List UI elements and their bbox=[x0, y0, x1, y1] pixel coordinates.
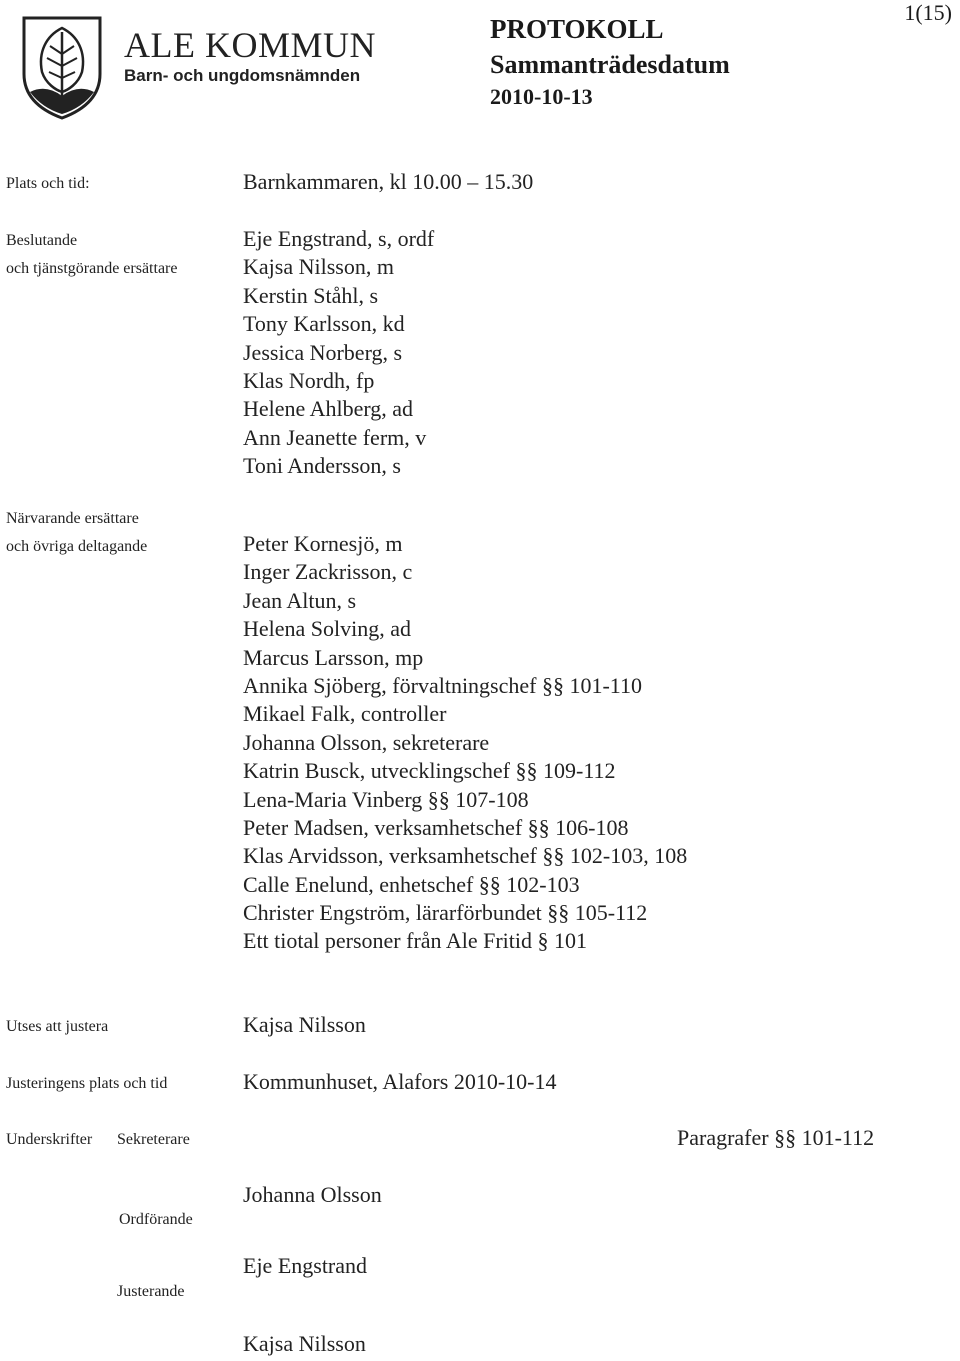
list-item: Christer Engström, lärarförbundet §§ 105-112 bbox=[243, 900, 648, 926]
justerande-label: Justerande bbox=[117, 1283, 185, 1300]
list-item: Jessica Norberg, s bbox=[243, 339, 403, 365]
list-item: Eje Engstrand, s, ordf bbox=[243, 226, 435, 251]
list-item: Mikael Falk, controller bbox=[243, 701, 447, 727]
beslutande-list bbox=[243, 225, 434, 481]
document-title: PROTOKOLL bbox=[490, 14, 664, 44]
sekreterare-label: Sekreterare bbox=[117, 1131, 190, 1148]
narvarande-list bbox=[243, 530, 687, 956]
meeting-date: 2010-10-13 bbox=[490, 84, 593, 109]
justerande-name: Kajsa Nilsson bbox=[243, 1331, 366, 1356]
list-item: Ett tiotal personer från Ale Fritid § 101 bbox=[243, 928, 587, 954]
justeringens-label: Justeringens plats och tid bbox=[6, 1075, 168, 1092]
narvarande-label bbox=[6, 505, 147, 561]
narvarande-label-line-2: och övriga deltagande bbox=[6, 538, 148, 555]
narvarande-label-line-1: Närvarande ersättare bbox=[6, 510, 139, 527]
list-item: Helene Ahlberg, ad bbox=[243, 396, 414, 422]
list-item: Katrin Busck, utvecklingschef §§ 109-112 bbox=[243, 758, 616, 784]
list-item: Helena Solving, ad bbox=[243, 616, 412, 642]
list-item: Peter Kornesjö, m bbox=[243, 531, 403, 556]
list-item: Klas Nordh, fp bbox=[243, 367, 375, 393]
municipal-shield-leaf-icon bbox=[20, 14, 104, 122]
page-number: 1(15) bbox=[904, 0, 952, 25]
list-item: Peter Madsen, verksamhetschef §§ 106-108 bbox=[243, 814, 629, 840]
justeringens-value: Kommunhuset, Alafors 2010-10-14 bbox=[243, 1069, 557, 1094]
sekreterare-name: Johanna Olsson bbox=[243, 1182, 382, 1207]
beslutande-label bbox=[6, 227, 177, 283]
organization-name: ALE KOMMUN bbox=[124, 25, 376, 65]
list-item: Marcus Larsson, mp bbox=[243, 644, 424, 670]
list-item: Kajsa Nilsson, m bbox=[243, 254, 394, 280]
list-item: Ann Jeanette ferm, v bbox=[243, 424, 427, 450]
list-item: Annika Sjöberg, förvaltningschef §§ 101-110 bbox=[243, 672, 642, 698]
list-item: Lena-Maria Vinberg §§ 107-108 bbox=[243, 786, 529, 812]
list-item: Johanna Olsson, sekreterare bbox=[243, 729, 490, 755]
paragrafer-value: Paragrafer §§ 101-112 bbox=[677, 1125, 875, 1150]
list-item: Jean Altun, s bbox=[243, 587, 357, 613]
beslutande-label-line-2: och tjänstgörande ersättare bbox=[6, 260, 178, 277]
list-item: Klas Arvidsson, verksamhetschef §§ 102-103, 108 bbox=[243, 843, 688, 869]
ordforande-name: Eje Engstrand bbox=[243, 1253, 368, 1278]
beslutande-label-line-1: Beslutande bbox=[6, 232, 78, 249]
ordforande-label: Ordförande bbox=[119, 1211, 193, 1228]
underskrifter-label: Underskrifter bbox=[6, 1131, 93, 1148]
list-item: Kerstin Ståhl, s bbox=[243, 282, 379, 308]
list-item: Inger Zackrisson, c bbox=[243, 559, 413, 585]
list-item: Tony Karlsson, kd bbox=[243, 311, 405, 337]
plats-value: Barnkammaren, kl 10.00 – 15.30 bbox=[243, 169, 534, 194]
justera-value: Kajsa Nilsson bbox=[243, 1012, 366, 1037]
list-item: Toni Andersson, s bbox=[243, 453, 401, 479]
justera-label: Utses att justera bbox=[6, 1018, 109, 1035]
document-subtitle: Sammanträdesdatum bbox=[490, 50, 730, 79]
list-item: Calle Enelund, enhetschef §§ 102-103 bbox=[243, 871, 580, 897]
organization-subtitle: Barn- och ungdomsnämnden bbox=[124, 66, 361, 85]
plats-label: Plats och tid: bbox=[6, 175, 90, 192]
